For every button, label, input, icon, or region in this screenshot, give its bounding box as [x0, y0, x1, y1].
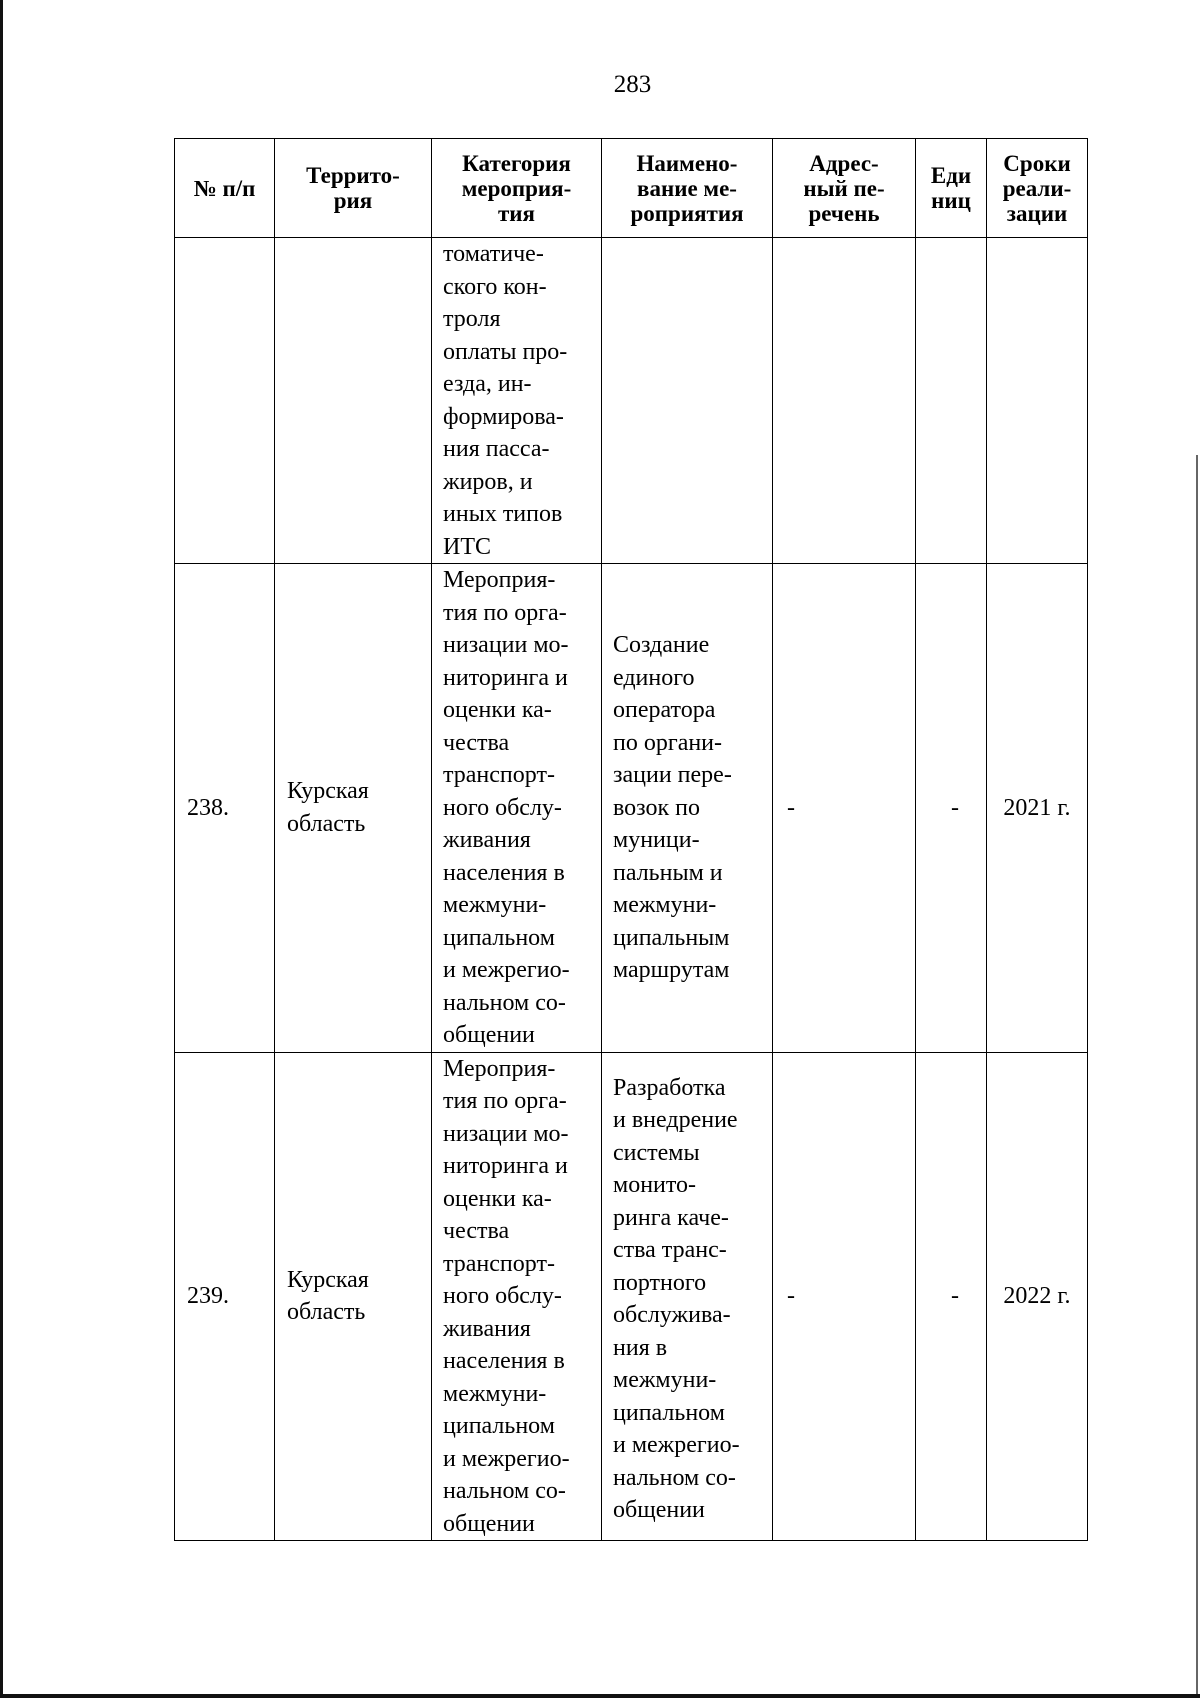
table-row: [175, 1052, 1088, 1541]
header-name: Наимено- вание ме- роприятия: [602, 139, 773, 238]
cell-units: -: [916, 1052, 987, 1541]
header-units: Еди ниц: [916, 139, 987, 238]
header-category: Категория мероприя- тия: [432, 139, 602, 238]
cell-term: 2021 г.: [987, 564, 1088, 1053]
cell-number: 239.: [175, 1052, 275, 1541]
scan-edge-right: [1196, 455, 1198, 1698]
table-row: [175, 564, 1088, 1053]
table-row: [175, 238, 1088, 564]
measures-table: [174, 138, 1088, 1541]
header-number: № п/п: [175, 139, 275, 238]
cell-address: -: [773, 1052, 916, 1541]
cell-number: 238.: [175, 564, 275, 1053]
cell-name: Разработка и внедрение системы монито- ринга каче- ства транс- портного обслужива- ния в межмуни- ципальном и межрегио- нальном со- общении: [602, 1052, 773, 1541]
cell-territory: Курская область: [275, 564, 432, 1053]
cell-address: -: [773, 564, 916, 1053]
cell-category: Мероприя- тия по орга- низации мо- ниторинга и оценки ка- чества транспорт- ного обслу- живания населения в межмуни- ципальном и межрегио- нальном со- общении: [432, 564, 602, 1053]
cell-number: [175, 238, 275, 564]
cell-term: [987, 238, 1088, 564]
header-term: Сроки реали- зации: [987, 139, 1088, 238]
cell-category: Мероприя- тия по орга- низации мо- ниторинга и оценки ка- чества транспорт- ного обслу- живания населения в межмуни- ципальном и межрегио- нальном со- общении: [432, 1052, 602, 1541]
cell-address: [773, 238, 916, 564]
page-number: 283: [613, 71, 652, 98]
header-address: Адрес- ный пе- речень: [773, 139, 916, 238]
cell-territory: [275, 238, 432, 564]
cell-units: -: [916, 564, 987, 1053]
cell-name: Создание единого оператора по органи- зации пере- возок по муници- пальным и межмуни- ципальным маршрутам: [602, 564, 773, 1053]
cell-name: [602, 238, 773, 564]
cell-term: 2022 г.: [987, 1052, 1088, 1541]
header-territory: Террито- рия: [275, 139, 432, 238]
scan-edge-left: [0, 0, 3, 1698]
cell-units: [916, 238, 987, 564]
scan-edge-bottom: [0, 1694, 1200, 1698]
cell-category: томатиче- ского кон- троля оплаты про- езда, ин- формирова- ния пасса- жиров, и иных типов ИТС: [432, 238, 602, 564]
cell-territory: Курская область: [275, 1052, 432, 1541]
table-header-row: [175, 139, 1088, 238]
